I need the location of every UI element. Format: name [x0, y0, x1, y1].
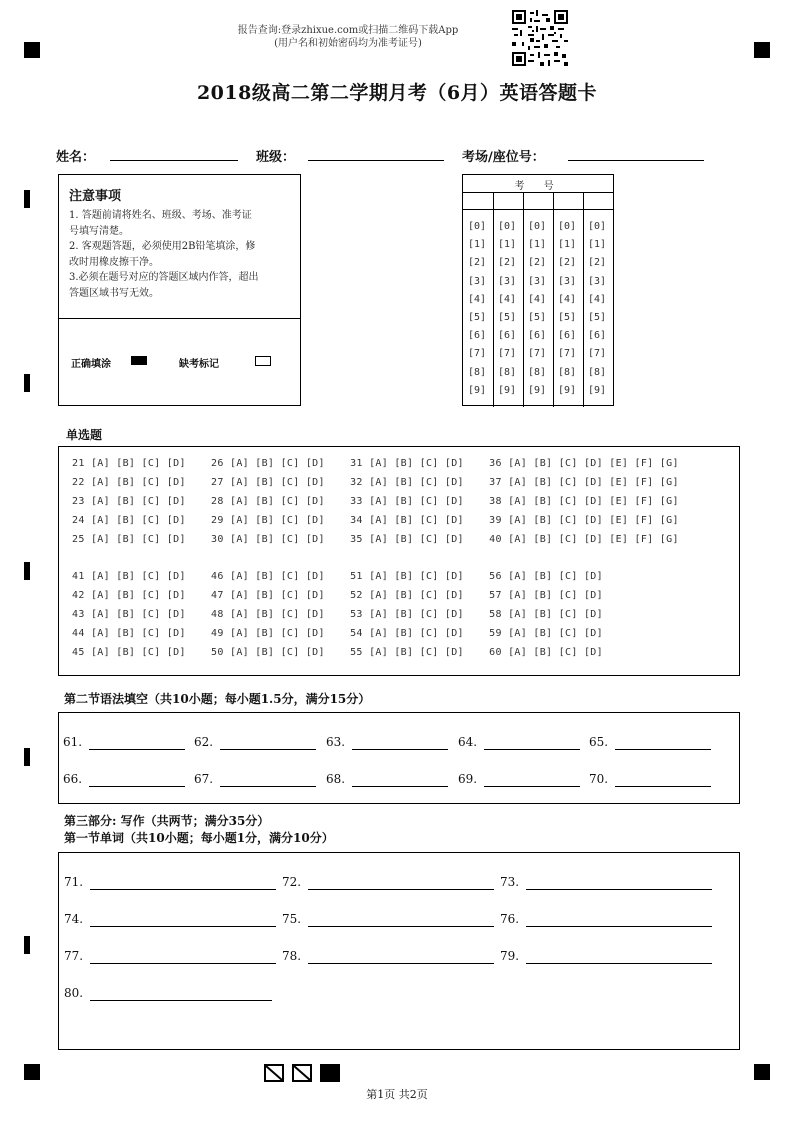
grammar-answer-field[interactable] [615, 749, 711, 750]
exam-id-bubble[interactable]: [0] [528, 221, 547, 232]
notes-title: 注意事项 [69, 189, 122, 204]
grammar-number: 67. [194, 772, 214, 786]
writing-box [58, 852, 740, 1050]
side-mark [24, 190, 30, 208]
grammar-number: 69. [458, 772, 478, 786]
exam-id-bubble[interactable]: [5] [588, 312, 607, 323]
exam-id-bubble[interactable]: [6] [558, 330, 577, 342]
exam-id-write-row [463, 209, 613, 210]
exam-id-bubble[interactable]: [2] [528, 257, 547, 269]
word-answer-field[interactable] [90, 926, 276, 927]
side-mark [24, 936, 30, 954]
mc-row-group2[interactable]: 44 [A] [B] [C] [D] 49 [A] [B] [C] [D] 54 [A] [B] [C] [D] 59 [A] [B] [C] [D] [72, 628, 603, 639]
exam-id-header-divider [463, 192, 613, 193]
grammar-number: 61. [63, 735, 83, 749]
exam-id-bubble[interactable]: [0] [498, 221, 517, 232]
word-number: 77. [64, 949, 84, 963]
exam-id-bubble[interactable]: [3] [498, 275, 517, 287]
qr-code-icon [512, 10, 568, 66]
exam-id-bubble[interactable]: [6] [498, 330, 517, 342]
notes-line: 1. 答题前请将姓名、班级、考场、准考证 [69, 210, 252, 221]
exam-id-bubble[interactable]: [6] [468, 330, 487, 342]
exam-id-bubble[interactable]: [6] [528, 330, 547, 342]
exam-id-bubble[interactable]: [0] [558, 221, 577, 232]
mc-title: 单选题 [66, 428, 103, 442]
grammar-answer-field[interactable] [484, 749, 580, 750]
word-answer-field[interactable] [90, 1000, 272, 1001]
notes-line: 答题区域书写无效。 [69, 287, 159, 299]
grammar-number: 70. [589, 772, 609, 786]
exam-id-bubble[interactable]: [1] [498, 239, 517, 251]
exam-id-bubble[interactable]: [6] [588, 330, 607, 342]
exam-id-bubble[interactable]: [1] [558, 239, 577, 251]
corner-mark-bottom-right [754, 1064, 770, 1080]
word-number: 79. [500, 949, 520, 963]
slash-box-icon [264, 1064, 284, 1082]
notes-line: 改时用橡皮擦干净。 [69, 256, 159, 268]
correct-fill-sample [131, 356, 147, 365]
exam-id-bubble[interactable]: [8] [558, 366, 577, 378]
exam-id-bubble[interactable]: [1] [468, 239, 487, 251]
grammar-number: 63. [326, 735, 346, 749]
report-notice [218, 24, 478, 50]
page-title: 2018级高二第二学期月考（6月）英语答题卡 [196, 82, 598, 104]
word-number: 71. [64, 875, 84, 889]
word-answer-field[interactable] [526, 926, 712, 927]
notes-box [58, 174, 301, 406]
corner-mark-top-left [24, 42, 40, 58]
exam-id-bubble[interactable]: [7] [528, 348, 547, 360]
page-number: 第1页 共2页 [366, 1088, 428, 1101]
exam-id-header: 考 号 [514, 181, 562, 192]
mc-row-group1[interactable]: 24 [A] [B] [C] [D] 29 [A] [B] [C] [D] 34 [A] [B] [C] [D] 39 [A] [B] [C] [D] [E] [F] [G] [72, 515, 679, 526]
exam-id-bubble[interactable]: [9] [528, 384, 547, 396]
name-label: 姓名： [56, 150, 96, 165]
exam-id-bubble[interactable]: [2] [498, 257, 517, 269]
grammar-answer-field[interactable] [484, 786, 580, 787]
exam-id-bubble[interactable]: [7] [468, 348, 487, 360]
word-number: 73. [500, 875, 520, 889]
correct-fill-label: 正确填涂 [71, 359, 111, 370]
absent-checkbox[interactable] [255, 356, 271, 366]
report-notice-line1: 报告查询:登录zhixue.com或扫描二维码下载App [237, 25, 459, 36]
exam-id-bubble[interactable]: [3] [468, 275, 487, 287]
mc-row-group1[interactable]: 23 [A] [B] [C] [D] 28 [A] [B] [C] [D] 33 [A] [B] [C] [D] 38 [A] [B] [C] [D] [E] [F] [G] [72, 496, 679, 507]
notes-line: 3.必须在题号对应的答题区域内作答，超出 [69, 272, 259, 283]
exam-id-bubble[interactable]: [4] [558, 293, 577, 305]
exam-id-bubble[interactable]: [8] [468, 366, 487, 378]
mc-row-group1[interactable]: 25 [A] [B] [C] [D] 30 [A] [B] [C] [D] 35 [A] [B] [C] [D] 40 [A] [B] [C] [D] [E] [F] [G] [72, 534, 679, 545]
notes-text [69, 208, 295, 301]
absent-label: 缺考标记 [179, 359, 219, 370]
exam-id-bubble[interactable]: [5] [498, 312, 517, 323]
word-number: 72. [282, 875, 302, 889]
exam-id-bubble[interactable]: [0] [468, 221, 487, 232]
word-answer-field[interactable] [90, 889, 276, 890]
corner-mark-bottom-left [24, 1064, 40, 1080]
grammar-answer-field[interactable] [89, 749, 185, 750]
grammar-title: 第二节语法填空（共10小题；每小题1.5分，满分15分） [64, 692, 371, 706]
filled-box-mark [320, 1064, 340, 1082]
grammar-answer-field[interactable] [220, 749, 316, 750]
exam-id-bubble[interactable]: [2] [558, 257, 577, 269]
grammar-number: 62. [194, 735, 214, 749]
exam-id-bubble[interactable]: [5] [558, 312, 577, 323]
exam-id-box [462, 174, 614, 406]
exam-id-bubble[interactable]: [9] [468, 384, 487, 396]
report-notice-line2: (用户名和初始密码均为准考证号) [274, 38, 422, 49]
word-answer-field[interactable] [308, 889, 494, 890]
exam-id-bubble[interactable]: [1] [528, 239, 547, 251]
grammar-answer-field[interactable] [352, 786, 448, 787]
exam-id-bubble[interactable]: [3] [528, 275, 547, 287]
grammar-answer-field[interactable] [89, 786, 185, 787]
exam-id-bubble[interactable]: [9] [588, 384, 607, 396]
grammar-number: 68. [326, 772, 346, 786]
exam-id-bubble[interactable]: [8] [528, 366, 547, 378]
exam-id-bubble[interactable]: [4] [528, 293, 547, 305]
word-answer-field[interactable] [526, 889, 712, 890]
word-section-title: 第一节单词（共10小题；每小题1分，满分10分） [64, 831, 334, 845]
mc-row-group1[interactable]: 21 [A] [B] [C] [D] 26 [A] [B] [C] [D] 31 [A] [B] [C] [D] 36 [A] [B] [C] [D] [E] [F] [G] [72, 458, 679, 469]
exam-id-col-divider [523, 192, 524, 407]
exam-id-col-divider [553, 192, 554, 407]
grammar-number: 65. [589, 735, 609, 749]
grammar-answer-field[interactable] [615, 786, 711, 787]
word-answer-field[interactable] [308, 963, 494, 964]
notes-divider [59, 318, 300, 319]
mc-row-group2[interactable]: 41 [A] [B] [C] [D] 46 [A] [B] [C] [D] 51 [A] [B] [C] [D] 56 [A] [B] [C] [D] [72, 571, 603, 582]
exam-id-bubble[interactable]: [7] [558, 348, 577, 360]
exam-id-bubble[interactable]: [4] [468, 293, 487, 305]
grammar-box [58, 712, 740, 804]
exam-id-col-divider [493, 192, 494, 407]
grammar-number: 64. [458, 735, 478, 749]
exam-id-bubble[interactable]: [2] [468, 257, 487, 269]
word-number: 80. [64, 986, 84, 1000]
grammar-number: 66. [63, 772, 83, 786]
word-number: 78. [282, 949, 302, 963]
mc-row-group2[interactable]: 45 [A] [B] [C] [D] 50 [A] [B] [C] [D] 55 [A] [B] [C] [D] 60 [A] [B] [C] [D] [72, 647, 603, 658]
grammar-answer-field[interactable] [220, 786, 316, 787]
exam-id-bubble[interactable]: [3] [588, 275, 607, 287]
exam-id-bubble[interactable]: [9] [558, 384, 577, 396]
seat-field[interactable] [568, 160, 704, 161]
word-answer-field[interactable] [90, 963, 276, 964]
corner-mark-top-right [754, 42, 770, 58]
seat-label: 考场/座位号： [462, 150, 545, 165]
side-mark [24, 374, 30, 392]
mc-row-group2[interactable]: 42 [A] [B] [C] [D] 47 [A] [B] [C] [D] 52 [A] [B] [C] [D] 57 [A] [B] [C] [D] [72, 590, 603, 601]
name-field[interactable] [110, 160, 238, 161]
notes-line: 号填写清楚。 [69, 225, 129, 237]
writing-title: 第三部分: 写作（共两节；满分35分） [64, 814, 270, 828]
exam-id-bubble[interactable]: [3] [558, 275, 577, 287]
exam-id-bubble[interactable]: [9] [498, 384, 517, 396]
exam-id-bubble[interactable]: [7] [498, 348, 517, 360]
exam-id-bubble[interactable]: [2] [588, 257, 607, 269]
exam-id-bubble[interactable]: [0] [588, 221, 607, 232]
grammar-answer-field[interactable] [352, 749, 448, 750]
exam-id-bubble[interactable]: [4] [498, 293, 517, 305]
word-answer-field[interactable] [308, 926, 494, 927]
slash-box-icon [292, 1064, 312, 1082]
mc-row-group2[interactable]: 43 [A] [B] [C] [D] 48 [A] [B] [C] [D] 53 [A] [B] [C] [D] 58 [A] [B] [C] [D] [72, 609, 603, 620]
exam-id-bubble[interactable]: [5] [468, 312, 487, 323]
exam-id-bubble[interactable]: [8] [588, 366, 607, 378]
exam-id-bubble[interactable]: [1] [588, 239, 607, 251]
exam-id-col-divider [583, 192, 584, 407]
exam-id-bubble[interactable]: [4] [588, 293, 607, 305]
side-mark [24, 748, 30, 766]
word-answer-field[interactable] [526, 963, 712, 964]
side-mark [24, 562, 30, 580]
word-number: 75. [282, 912, 302, 926]
exam-id-bubble[interactable]: [7] [588, 348, 607, 360]
mc-row-group1[interactable]: 22 [A] [B] [C] [D] 27 [A] [B] [C] [D] 32 [A] [B] [C] [D] 37 [A] [B] [C] [D] [E] [F] [G] [72, 477, 679, 488]
class-label: 班级： [256, 150, 296, 165]
exam-id-bubble[interactable]: [8] [498, 366, 517, 378]
exam-id-bubble[interactable]: [5] [528, 312, 547, 323]
notes-line: 2. 客观题答题，必须使用2B铅笔填涂，修 [69, 241, 256, 252]
class-field[interactable] [308, 160, 444, 161]
word-number: 76. [500, 912, 520, 926]
word-number: 74. [64, 912, 84, 926]
